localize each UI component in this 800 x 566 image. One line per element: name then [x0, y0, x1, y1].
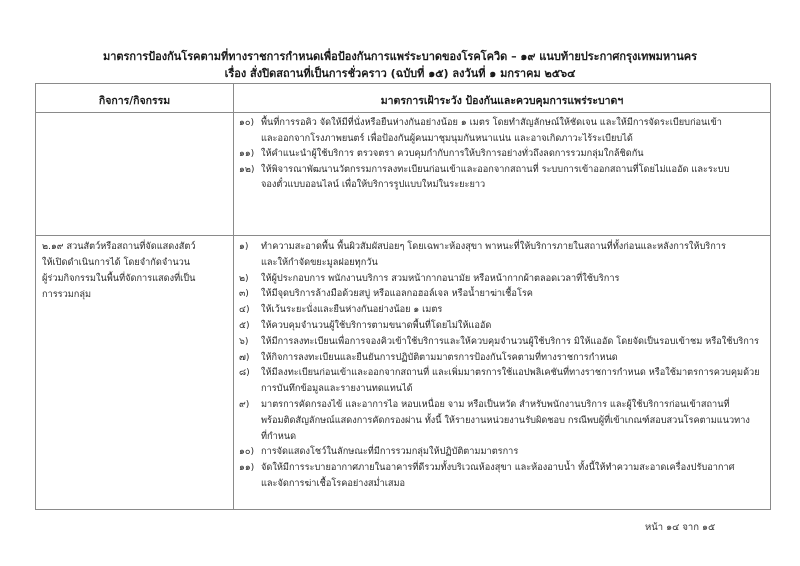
- measure-number: ๑๑): [239, 148, 255, 159]
- measure-item: [239, 302, 760, 318]
- measure-text: มาตรการคัดกรองไข้ และอาการไอ หอบเหนื่อย จาม หรือเป็นหวัด สำหรับพนักงานบริการ และผู้ใช้บริการก่อนเข้าสถานที่: [261, 398, 730, 410]
- measure-number: ๒): [239, 272, 249, 284]
- measure-text: ให้กิจการลงทะเบียนและยืนยันการปฏิบัติตามมาตรการป้องกันโรคตามที่ทางราชการกำหนด: [261, 351, 618, 363]
- measure-text: ให้มีการลงทะเบียนเพื่อการจองคิวเข้าใช้บริการและให้ควบคุมจำนวนผู้ใช้บริการ มิให้แออัด โดยจัดเป็นรอบเข้าชม หรือใช้บริการ: [261, 335, 759, 347]
- measure-number: ๙): [239, 398, 250, 410]
- measure-item: [239, 444, 760, 460]
- measure-text: และให้กำจัดขยะมูลฝอยทุกวัน: [261, 256, 378, 268]
- measure-item: [239, 397, 760, 444]
- measure-number: ๕): [239, 319, 250, 331]
- activity-text: ผู้ร่วมกิจกรรมในพื้นที่จัดการแสดงที่เป็น: [42, 273, 196, 284]
- measure-number: ๘): [239, 367, 250, 379]
- measure-item: [239, 146, 729, 162]
- measure-number: ๗): [239, 351, 250, 363]
- measure-text: การบันทึกข้อมูลและรายงานทดแทนได้: [261, 383, 413, 395]
- measure-item: [239, 350, 760, 366]
- document-title-line-1: มาตรการป้องกันโรคตามที่ทางราชการกำหนดเพื่อป้องกันการแพร่ระบาดของโรคโควิด – ๑๙ แนบท้ายประกาศกรุงเทพมหานคร: [102, 50, 698, 63]
- measure-text: ให้คำแนะนำผู้ใช้บริการ ตรวจตรา ควบคุมกำกับการให้บริการอย่างทั่วถึงลดการรวมกลุ่มใกล้ชิดกัน: [261, 148, 644, 159]
- measure-text: พร้อมติดสัญลักษณ์แสดงการคัดกรองผ่าน ทั้งนี้ ให้รายงานหน่วยงานรับผิดชอบ กรณีพบผู้ที่เข้าเกณฑ์สอบสวนโรคตามแนวทาง: [261, 414, 750, 426]
- page-number: หน้า ๑๔ จาก ๑๕: [645, 522, 716, 533]
- measure-number: ๑๐): [239, 117, 255, 128]
- measure-item: [239, 271, 760, 287]
- measure-text: ให้ผู้ประกอบการ พนักงานบริการ สวมหน้ากากอนามัย หรือหน้ากากผ้าตลอดเวลาที่ใช้บริการ: [261, 272, 620, 284]
- measure-text: ให้ควบคุมจำนวนผู้ใช้บริการตามขนาดพื้นที่โดยไม่ให้แออัด: [261, 319, 492, 331]
- header-activity: กิจการ/กิจกรรม: [98, 95, 171, 107]
- activity-text: ให้เปิดดำเนินการได้ โดยจำกัดจำนวน: [42, 257, 191, 268]
- document-title-line-2: เรื่อง สั่งปิดสถานที่เป็นการชั่วคราว (ฉบับที่ ๑๕) ลงวันที่ ๑ มกราคม ๒๕๖๔: [224, 67, 576, 80]
- row-divider: [36, 235, 770, 236]
- measure-text: และออกจากโรงภาพยนตร์ เพื่อป้องกันผู้คนมาชุมนุมกันหนาแน่น และอาจเกิดภาวะไร้ระเบียบได้: [261, 132, 633, 144]
- measures-table: [35, 83, 771, 510]
- measure-item: [239, 115, 729, 146]
- column-divider: [233, 84, 234, 509]
- measure-text: การจัดแสดงโชว์ในลักษณะที่มีการรวมกลุ่มให้ปฏิบัติตามมาตรการ: [261, 446, 519, 458]
- measure-number: ๔): [239, 304, 250, 316]
- measure-item: [239, 460, 760, 492]
- header-divider: [36, 112, 770, 113]
- measure-text: ให้พิจารณาพัฒนานวัตกรรมการลงทะเบียนก่อนเข้าและออกจากสถานที่ ระบบการเข้าออกสถานที่โดยไม่แออัด และระบบ: [261, 163, 730, 175]
- measure-item: [239, 365, 760, 397]
- measure-item: [239, 286, 760, 302]
- measure-number: ๑๐): [239, 446, 255, 458]
- header-measures: มาตรการเฝ้าระวัง ป้องกันและควบคุมการแพร่ระบาดฯ: [380, 95, 624, 107]
- measure-text: ให้มีจุดบริการล้างมือด้วยสบู่ หรือแอลกอฮอล์เจล หรือน้ำยาฆ่าเชื้อโรค: [261, 288, 533, 300]
- measure-text: ให้มีลงทะเบียนก่อนเข้าและออกจากสถานที่ และเพิ่มมาตรการใช้แอปพลิเคชันที่ทางราชการกำหนด หรือใช้มาตรการควบคุมด้วย: [261, 367, 760, 379]
- measure-number: ๖): [239, 335, 249, 347]
- measure-text: ทำความสะอาดพื้น พื้นผิวสัมผัสบ่อยๆ โดยเฉพาะห้องสุขา พาหนะที่ให้บริการภายในสถานที่ทั้งก่อนและหลังการให้บริการ: [261, 241, 726, 252]
- measure-text: จองตั๋วแบบออนไลน์ เพื่อให้บริการรูปแบบใหม่ในระยะยาว: [261, 179, 486, 190]
- activity-text: การรวมกลุ่ม: [42, 289, 92, 300]
- measure-item: [239, 334, 760, 350]
- measure-text: ที่กำหนด: [261, 430, 297, 442]
- measure-item: [239, 239, 760, 271]
- measure-number: ๓): [239, 288, 249, 300]
- measure-number: ๑๒): [239, 163, 255, 175]
- activity-text: ๒.๑๙ สวนสัตว์หรือสถานที่จัดแสดงสัตว์: [42, 241, 196, 252]
- row-1-measures: [239, 115, 729, 193]
- row-2-activity: [42, 239, 195, 303]
- measure-text: และจัดการฆ่าเชื้อโรคอย่างสม่ำเสมอ: [261, 477, 406, 489]
- measure-text: ให้เว้นระยะนั่งและยืนห่างกันอย่างน้อย ๑ เมตร: [261, 304, 443, 316]
- measure-item: [239, 162, 729, 193]
- row-2-measures: [239, 239, 760, 492]
- measure-text: จัดให้มีการระบายอากาศภายในอาคารที่ดีรวมทั้งบริเวณห้องสุขา และห้องอาบน้ำ ทั้งนี้ให้ทำความสะอาดเครื่องปรับอากาศ: [261, 462, 735, 474]
- measure-item: [239, 318, 760, 334]
- measure-number: ๑): [239, 241, 249, 252]
- measure-number: ๑๑): [239, 462, 255, 474]
- measure-text: พื้นที่การรอคิว จัดให้มีที่นั่งหรือยืนห่างกันอย่างน้อย ๑ เมตร โดยทำสัญลักษณ์ให้ชัดเจน และให้มีการจัดระเบียบก่อนเข้า: [261, 117, 722, 128]
